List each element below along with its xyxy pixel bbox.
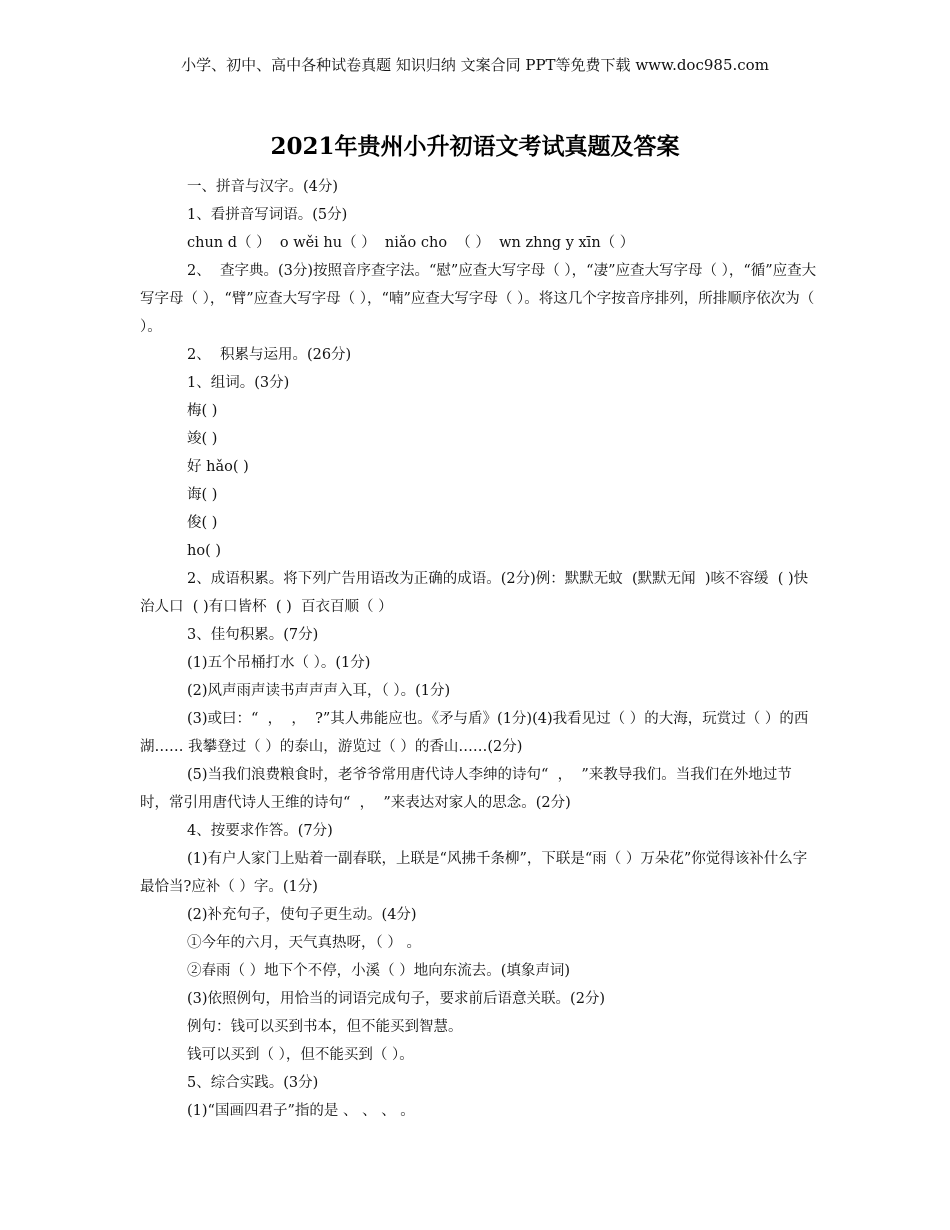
document-body (140, 173, 820, 1125)
text-line: 4、按要求作答。(7分) (187, 823, 333, 839)
text-line: 2、 查字典。(3分)按照音序查字法。“慰”应查大写字母（ ），“凄”应查大写字母（ ），“循”应查大写字母（ ），“臂”应查大写字母（ ），“喃”应查大写字母（ ）。将这几个字按音序排列，所排顺序依次为（ ）。 (140, 263, 819, 335)
text-line: 一、拼音与汉字。(4分) (187, 179, 339, 195)
page-header-banner: 小学、初中、高中各种试卷真题 知识归纳 文案合同 PPT等免费下载 www.doc985.com (181, 56, 769, 74)
text-line: 好 hǎo( ) (187, 459, 249, 475)
text-line: ①今年的六月，天气真热呀，（ ） 。 (187, 935, 421, 951)
text-line: (2)补充句子，使句子更生动。(4分) (187, 907, 417, 923)
document-title: 2021年贵州小升初语文考试真题及答案 (270, 133, 680, 160)
text-line: 2、 积累与运用。(26分) (187, 347, 352, 363)
text-line: ho( ) (187, 543, 221, 559)
text-line: (1)“国画四君子”指的是 、 、 、 。 (187, 1103, 415, 1119)
text-line: 1、看拼音写词语。(5分) (187, 207, 348, 223)
text-line: 3、佳句积累。(7分) (187, 627, 319, 643)
text-line: 诲( ) (187, 487, 218, 503)
text-line: 俊( ) (187, 515, 218, 531)
text-line: 1、组词。(3分) (187, 375, 290, 391)
text-line: chun d（ ） o wěi hu（ ） niǎo cho （ ） wn zhng y xīn（ ） (187, 235, 635, 251)
text-line: (5)当我们浪费粮食时，老爷爷常用唐代诗人李绅的诗句“ ， ”来教导我们。当我们在外地过节时，常引用唐代诗人王维的诗句“ ， ”来表达对家人的思念。(2分) (140, 767, 792, 811)
text-line: ②春雨（ ）地下个不停，小溪（ ）地向东流去。(填象声词) (187, 963, 571, 979)
text-line: (3)或曰：“ ， ， ?”其人弗能应也。《矛与盾》(1分)(4)我看见过（ ）的大海，玩赏过（ ）的西湖…… 我攀登过（ ）的泰山，游览过（ ）的香山……(2分) (140, 711, 809, 755)
text-line: 钱可以买到（ ），但不能买到（ ）。 (187, 1047, 414, 1063)
text-line: 例句：钱可以买到书本，但不能买到智慧。 (187, 1019, 463, 1035)
text-line: (1)五个吊桶打水（ ）。(1分) (187, 655, 371, 671)
text-line: (2)风声雨声读书声声声入耳，（ ）。(1分) (187, 683, 451, 699)
text-line: 5、综合实践。(3分) (187, 1075, 319, 1091)
text-line: 2、成语积累。将下列广告用语改为正确的成语。(2分)例：默默无蚊 (默默无闻 )咳不容缓 ( )快治人口 ( )有口皆杯 ( ) 百衣百顺（ ） (140, 571, 809, 615)
text-line: 竣( ) (187, 431, 218, 447)
text-line: 梅( ) (187, 403, 218, 419)
text-line: (3)依照例句，用恰当的词语完成句子，要求前后语意关联。(2分) (187, 991, 606, 1007)
text-line: (1)有户人家门上贴着一副春联，上联是“风拂千条柳”，下联是“雨（ ）万朵花”你觉得该补什么字最恰当?应补（ ）字。(1分) (140, 851, 808, 895)
